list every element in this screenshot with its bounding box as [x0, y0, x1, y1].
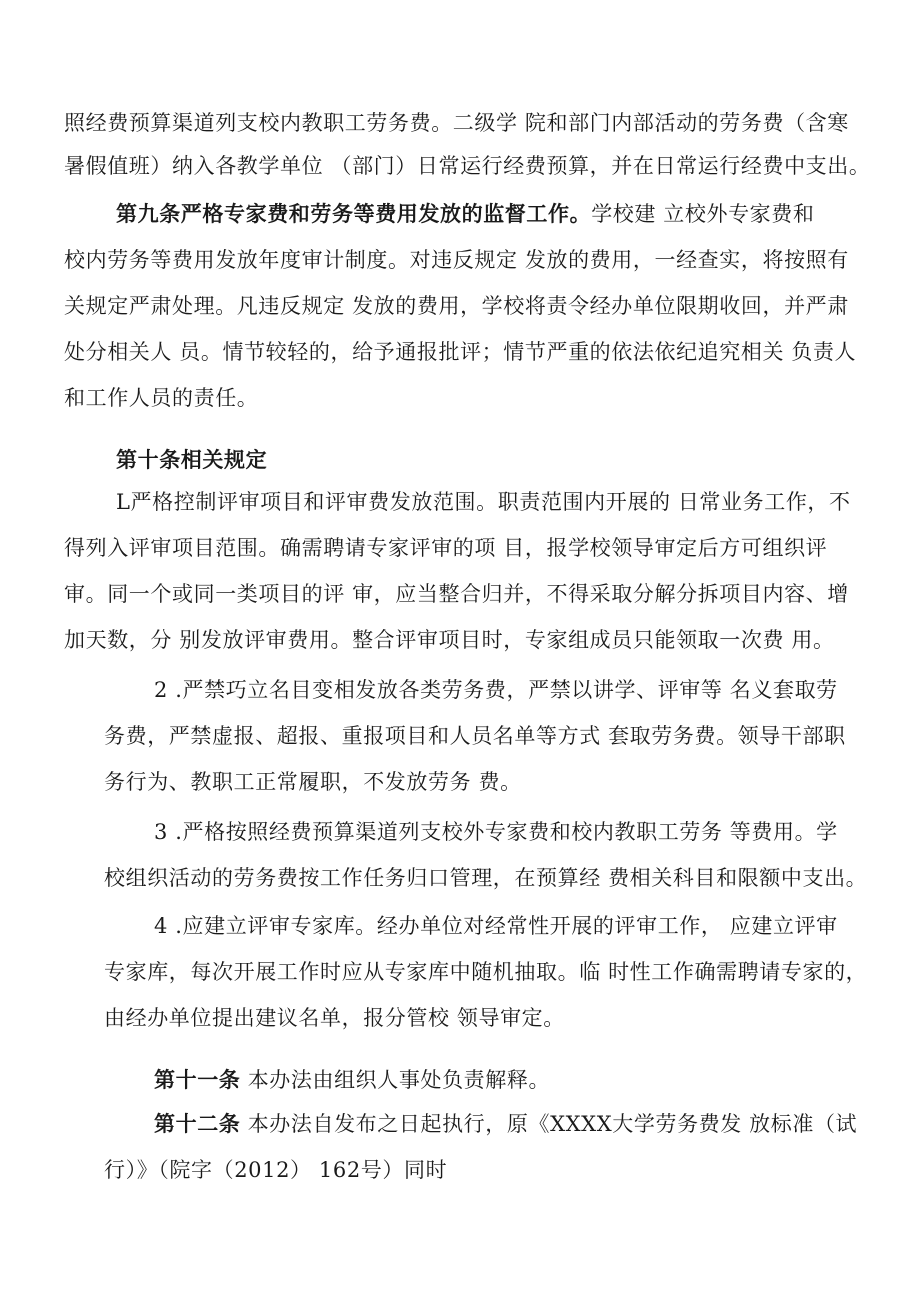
item-4-line: 专家库，每次开展工作时应从专家库中随机抽取。临 时性工作确需聘请专家的， — [104, 960, 868, 984]
article-10-heading: 第十条相关规定 — [116, 448, 268, 472]
paragraph-line: 校内劳务等费用发放年度审计制度。对违反规定 发放的费用，一经查实，将按照有 — [64, 248, 849, 272]
article-12-text: 本办法自发布之日起执行，原《XXXX大学劳务费发 放标准（试 — [247, 1112, 858, 1136]
article-11-line — [154, 1066, 550, 1094]
article-12-heading: 第十二条 — [154, 1112, 241, 1136]
item-2-line: 2 .严禁巧立名目变相发放各类劳务费，严禁以讲学、评审等 名义套取劳 — [154, 678, 838, 702]
article-9-heading: 第九条严格专家费和劳务等费用发放的监督工作。 — [116, 202, 592, 226]
item-1-line: L严格控制评审项目和评审费发放范围。职责范围内开展的 日常业务工作，不 — [116, 490, 851, 514]
article-9-line — [116, 200, 814, 228]
paragraph-line: 行）》（院字（2012） 162号）同时 — [104, 1158, 448, 1182]
item-2-line: 务行为、教职工正常履职，不发放劳务 费。 — [104, 770, 522, 794]
article-11-heading: 第十一条 — [154, 1068, 241, 1092]
paragraph-line: 和工作人员的责任。 — [64, 386, 259, 410]
item-1-line: 得列入评审项目范围。确需聘请专家评审的项 目，报学校领导审定后方可组织评 — [64, 536, 828, 560]
paragraph-line: 处分相关人 员。情节较轻的，给予通报批评；情节严重的依法依纪追究相关 负责人 — [64, 340, 857, 364]
item-1-line: 审。同一个或同一类项目的评 审，应当整合归并，不得采取分解分拆项目内容、增 — [64, 582, 849, 606]
item-4-line: 4 .应建立评审专家库。经办单位对经常性开展的评审工作， 应建立评审 — [154, 914, 838, 938]
item-3-line: 3 .严格按照经费预算渠道列支校外专家费和校内教职工劳务 等费用。学 — [154, 820, 838, 844]
item-4-line: 由经办单位提出建议名单，报分管校 领导审定。 — [104, 1006, 565, 1030]
paragraph-line: 暑假值班）纳入各教学单位 （部门）日常运行经费预算，并在日常运行经费中支出。 — [64, 154, 871, 178]
article-9-text: 学校建 立校外专家费和 — [591, 202, 815, 226]
item-2-line: 务费，严禁虚报、超报、重报项目和人员名单等方式 套取劳务费。领导干部职 — [104, 724, 846, 748]
paragraph-line: 照经费预算渠道列支校内教职工劳务费。二级学 院和部门内部活动的劳务费（含寒 — [64, 111, 849, 135]
paragraph-line: 关规定严肃处理。凡违反规定 发放的费用，学校将责令经办单位限期收回，并严肃 — [64, 294, 849, 318]
item-1-line: 加天数，分 别发放评审费用。整合评审项目时，专家组成员只能领取一次费 用。 — [64, 628, 835, 652]
article-12-line — [154, 1110, 857, 1138]
item-3-line: 校组织活动的劳务费按工作任务归口管理，在预算经 费相关科目和限额中支出。 — [104, 866, 868, 890]
article-11-text: 本办法由组织人事处负责解释。 — [247, 1068, 551, 1092]
